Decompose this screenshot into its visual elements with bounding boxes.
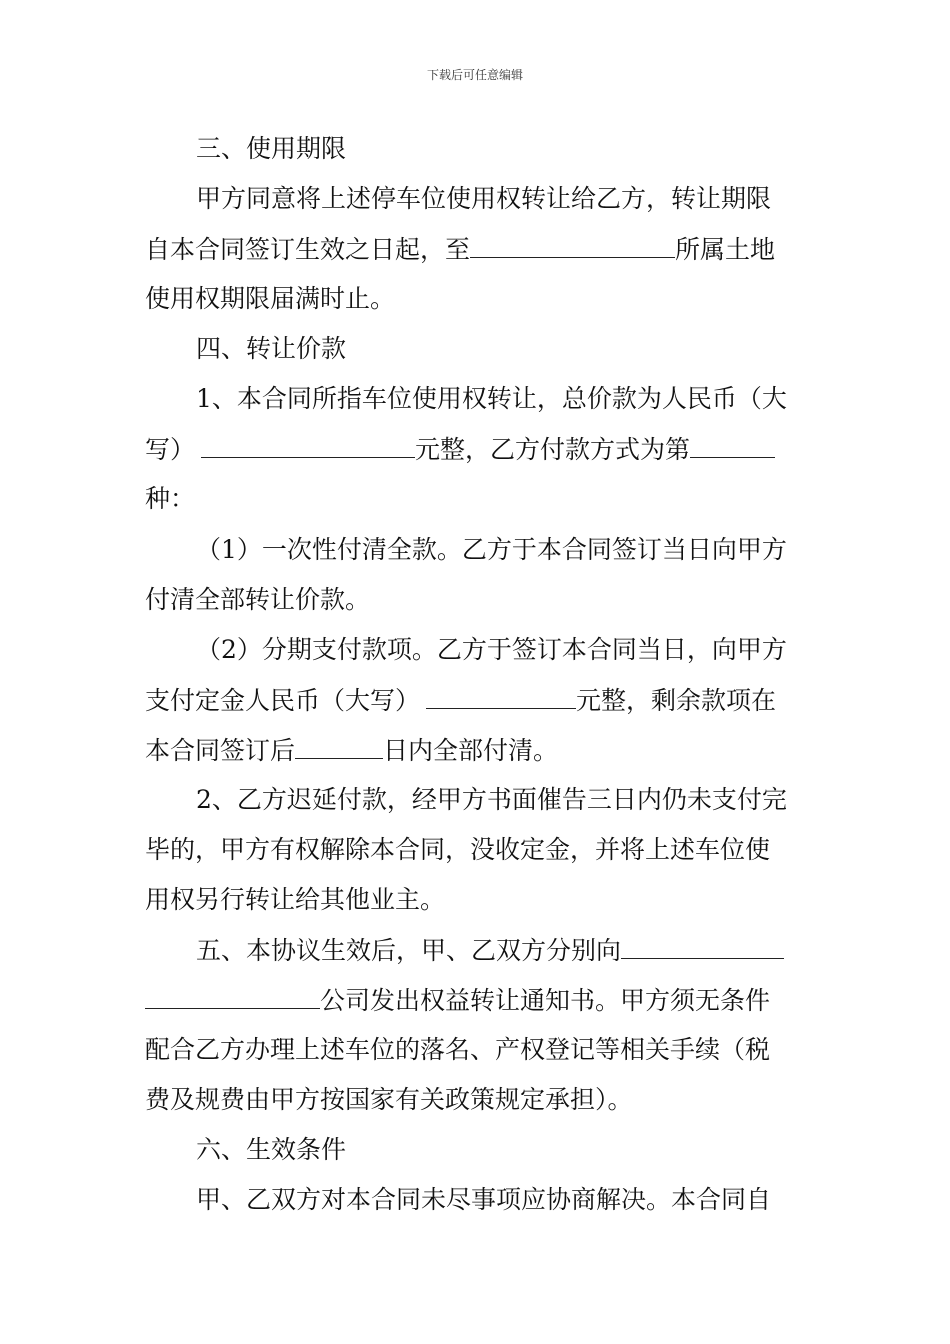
line-text: 元整，乙方付款方式为第 [415,435,691,464]
paragraph-line [145,283,810,315]
page-header: 下载后可任意编辑 [426,68,523,82]
line-text: 所属土地 [675,235,776,264]
section-heading-term [196,133,861,165]
line-text: 五、本协议生效后，甲、乙双方分别向 [196,936,622,965]
paragraph-line [145,684,810,717]
paragraph-line [145,233,810,266]
paragraph-line [145,834,810,866]
paragraph-line [196,784,861,816]
fill-blank-total-price[interactable] [201,433,415,458]
fill-blank-days[interactable] [295,734,383,759]
paragraph-line [145,734,810,767]
paragraph-line [145,483,810,515]
line-text: 公司发出权益转让通知书。甲方须无条件 [320,986,771,1015]
line-text: 六、生效条件 [196,1135,347,1164]
paragraph-line [145,884,810,916]
paragraph-line [145,984,810,1017]
paragraph-line [196,383,861,415]
line-text: 种： [145,484,196,513]
section-heading-price [196,333,861,365]
line-text: 1、本合同所指车位使用权转让，总价款为人民币（大 [196,384,787,413]
line-text: 使用权期限届满时止。 [145,284,396,313]
line-text: 元整，剩余款项在 [576,686,777,715]
fill-blank-company-a[interactable] [621,934,784,959]
paragraph-line [196,634,861,666]
paragraph-line [145,584,810,616]
line-text: 自本合同签订生效之日起，至 [145,235,471,264]
paragraph-line [145,1084,810,1116]
line-text: 甲、乙双方对本合同未尽事项应协商解决。本合同自 [196,1185,772,1214]
paragraph-line [196,534,861,566]
section-heading-effect [196,934,861,967]
paragraph-line [145,433,810,466]
fill-blank-payment-method[interactable] [690,433,775,458]
line-text: 日内全部付清。 [383,736,559,765]
line-text: （2）分期支付款项。乙方于签订本合同当日，向甲方 [196,635,787,664]
line-text: 付清全部转让价款。 [145,585,371,614]
line-text: 费及规费由甲方按国家有关政策规定承担）。 [145,1085,633,1114]
paragraph-line [145,1034,810,1066]
fill-blank-end-date[interactable] [470,233,675,258]
fill-blank-company-b[interactable] [145,984,320,1009]
line-text: 支付定金人民币（大写） [145,686,421,715]
fill-blank-deposit[interactable] [426,684,576,709]
line-text: 用权另行转让给其他业主。 [145,885,446,914]
line-text: 写） [145,435,196,464]
section-heading-conditions [196,1134,861,1166]
line-text: 毕的，甲方有权解除本合同，没收定金，并将上述车位使 [145,835,771,864]
line-text: （1）一次性付清全款。乙方于本合同签订当日向甲方 [196,535,787,564]
line-text: 三、使用期限 [196,134,347,163]
line-text: 配合乙方办理上述车位的落名、产权登记等相关手续（税 [145,1035,771,1064]
line-text: 四、转让价款 [196,334,347,363]
paragraph-line [196,1184,861,1216]
line-text: 本合同签订后 [145,736,296,765]
line-text: 甲方同意将上述停车位使用权转让给乙方，转让期限 [196,184,772,213]
line-text: 2、乙方迟延付款，经甲方书面催告三日内仍未支付完 [196,785,787,814]
paragraph-line [196,183,861,215]
